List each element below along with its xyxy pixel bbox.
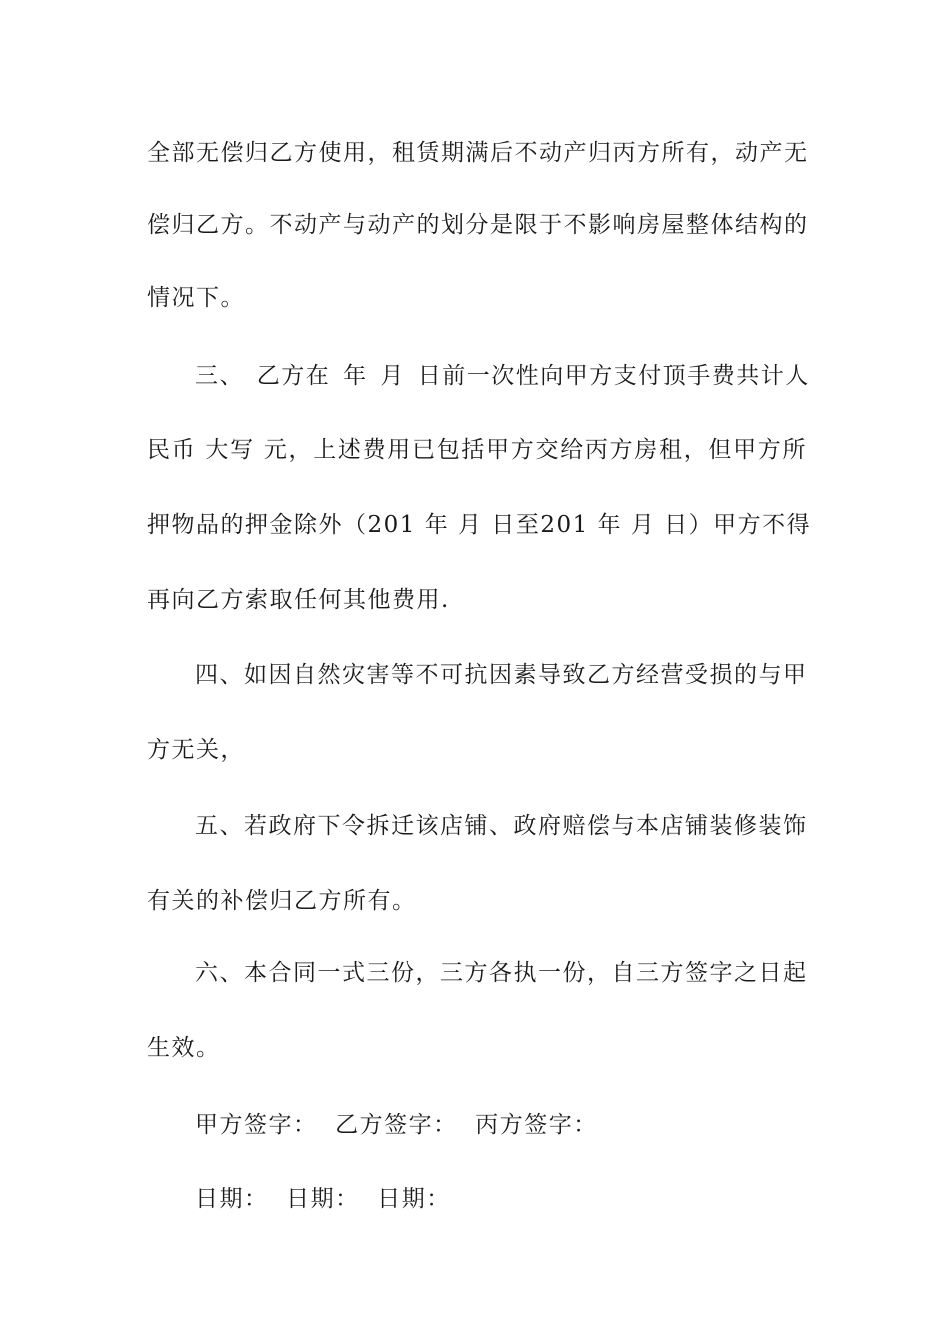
- paragraph-line-3: 情况下。: [147, 285, 245, 311]
- clause-three-line-1: 三、 乙方在 年 月 日前一次性向甲方支付顶手费共计人: [195, 363, 810, 389]
- clause-six-line-1: 六、本合同一式三份，三方各执一份，自三方签字之日起: [195, 960, 808, 986]
- clause-five-line-2: 有关的补偿归乙方所有。: [147, 888, 417, 914]
- clause-five-line-1: 五、若政府下令拆迁该店铺、政府赔偿与本店铺装修装饰: [195, 813, 808, 839]
- clause-three-line-4: 再向乙方索取任何其他费用.: [147, 587, 450, 613]
- paragraph-line-1: 全部无偿归乙方使用，租赁期满后不动产归丙方所有，动产无: [147, 140, 809, 166]
- clause-six-line-2: 生效。: [147, 1035, 221, 1061]
- clause-four-line-2: 方无关，: [147, 737, 245, 763]
- clause-four-line-1: 四、如因自然灾害等不可抗因素导致乙方经营受损的与甲: [195, 662, 808, 688]
- signature-line: 甲方签字： 乙方签字： 丙方签字：: [195, 1112, 598, 1138]
- date-line: 日期： 日期： 日期：: [195, 1186, 451, 1212]
- clause-three-line-3: 押物品的押金除外（201 年 月 日至201 年 月 日）甲方不得: [147, 512, 812, 538]
- clause-three-line-2: 民币 大写 元，上述费用已包括甲方交给丙方房租，但甲方所: [147, 437, 807, 463]
- paragraph-line-2: 偿归乙方。不动产与动产的划分是限于不影响房屋整体结构的: [147, 212, 809, 238]
